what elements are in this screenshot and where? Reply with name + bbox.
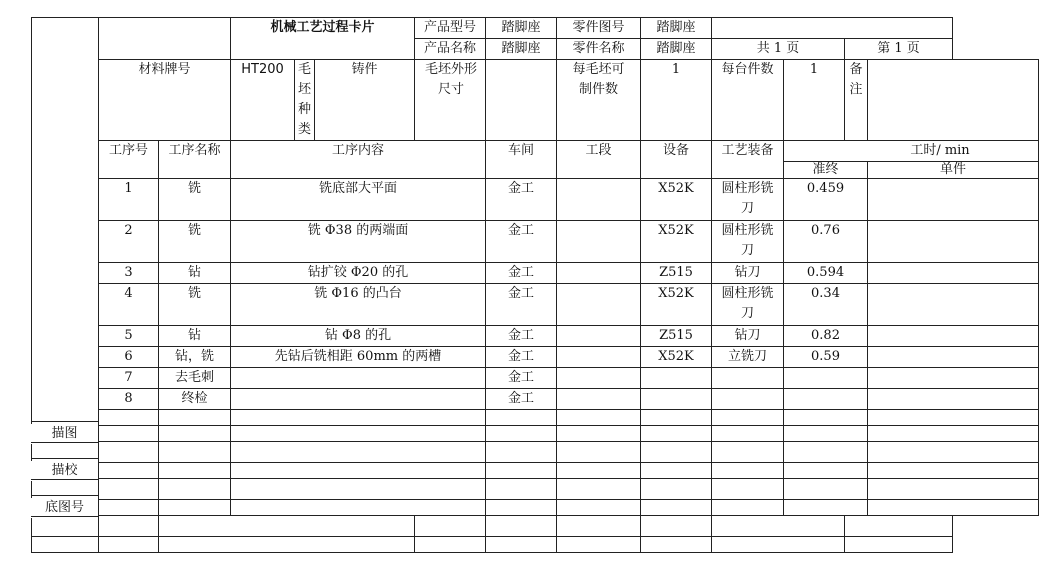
op-section bbox=[557, 347, 641, 368]
op-equipment: Z515 bbox=[641, 263, 712, 284]
op-name: 铣 bbox=[159, 221, 231, 263]
op-name: 终检 bbox=[159, 389, 231, 410]
op-prep-time: 0.459 bbox=[784, 179, 868, 221]
op-unit-time bbox=[868, 179, 1039, 221]
op-equipment: Z515 bbox=[641, 326, 712, 347]
col-time-header: 工时/ min bbox=[784, 141, 1039, 162]
product-model-label: 产品型号 bbox=[415, 18, 486, 39]
op-section bbox=[557, 326, 641, 347]
side-divider bbox=[31, 442, 98, 443]
op-prep-time: 0.82 bbox=[784, 326, 868, 347]
op-no: 5 bbox=[99, 326, 159, 347]
table-row bbox=[32, 368, 1039, 389]
op-prep-time bbox=[784, 389, 868, 410]
page-number: 第 1 页 bbox=[845, 39, 953, 60]
op-content: 铣底部大平面 bbox=[231, 179, 486, 221]
side-label-trace: 描图 bbox=[31, 424, 98, 444]
col-op-name: 工序名称 bbox=[159, 141, 231, 179]
op-prep-time: 0.59 bbox=[784, 347, 868, 368]
op-prep-time: 0.76 bbox=[784, 221, 868, 263]
op-name: 铣 bbox=[159, 179, 231, 221]
op-workshop: 金工 bbox=[486, 368, 557, 389]
op-no: 1 bbox=[99, 179, 159, 221]
blank-row bbox=[32, 500, 1039, 516]
op-section bbox=[557, 263, 641, 284]
product-name-value: 踏脚座 bbox=[486, 39, 557, 60]
op-prep-time bbox=[784, 368, 868, 389]
remark-label: 备注 bbox=[845, 60, 868, 141]
table-row bbox=[32, 347, 1039, 368]
side-divider bbox=[31, 458, 98, 459]
op-name: 钻 bbox=[159, 263, 231, 284]
op-tooling: 钻刀 bbox=[712, 263, 784, 284]
part-name-value: 踏脚座 bbox=[641, 39, 712, 60]
part-drawing-label: 零件图号 bbox=[557, 18, 641, 39]
blank-row bbox=[32, 516, 1039, 537]
op-workshop: 金工 bbox=[486, 179, 557, 221]
op-workshop: 金工 bbox=[486, 284, 557, 326]
blank-type-value: 铸件 bbox=[315, 60, 415, 141]
table-row bbox=[32, 179, 1039, 221]
op-equipment: X52K bbox=[641, 221, 712, 263]
column-header-row bbox=[32, 141, 1039, 162]
side-divider bbox=[31, 495, 98, 496]
op-content: 铣 Φ38 的两端面 bbox=[231, 221, 486, 263]
blank-row bbox=[32, 410, 1039, 426]
product-model-value: 踏脚座 bbox=[486, 18, 557, 39]
op-unit-time bbox=[868, 389, 1039, 410]
op-no: 6 bbox=[99, 347, 159, 368]
op-unit-time bbox=[868, 326, 1039, 347]
op-workshop: 金工 bbox=[486, 389, 557, 410]
table-row bbox=[32, 284, 1039, 326]
op-unit-time bbox=[868, 221, 1039, 263]
remark-value bbox=[868, 60, 1039, 141]
col-op-no: 工序号 bbox=[99, 141, 159, 179]
blank-row bbox=[32, 479, 1039, 500]
op-unit-time bbox=[868, 368, 1039, 389]
material-grade-value: HT200 bbox=[231, 60, 295, 141]
op-no: 8 bbox=[99, 389, 159, 410]
header-blank-right bbox=[712, 18, 953, 39]
op-no: 4 bbox=[99, 284, 159, 326]
col-workshop: 车间 bbox=[486, 141, 557, 179]
side-label-base-drawing-no: 底图号 bbox=[31, 498, 98, 518]
op-tooling bbox=[712, 368, 784, 389]
op-equipment: X52K bbox=[641, 347, 712, 368]
op-unit-time bbox=[868, 347, 1039, 368]
op-unit-time bbox=[868, 284, 1039, 326]
material-grade-label: 材料牌号 bbox=[99, 60, 231, 141]
op-workshop: 金工 bbox=[486, 221, 557, 263]
op-unit-time bbox=[868, 263, 1039, 284]
op-prep-time: 0.594 bbox=[784, 263, 868, 284]
op-tooling: 圆柱形铣刀 bbox=[712, 221, 784, 263]
op-tooling: 钻刀 bbox=[712, 326, 784, 347]
op-name: 钻 bbox=[159, 326, 231, 347]
op-equipment bbox=[641, 368, 712, 389]
col-equipment: 设备 bbox=[641, 141, 712, 179]
table-row bbox=[32, 263, 1039, 284]
table-row bbox=[32, 326, 1039, 347]
blank-size-value bbox=[486, 60, 557, 141]
card-title: 机械工艺过程卡片 bbox=[231, 18, 415, 60]
op-workshop: 金工 bbox=[486, 347, 557, 368]
header-blank-cell bbox=[99, 18, 231, 60]
blank-row bbox=[32, 426, 1039, 442]
op-content bbox=[231, 368, 486, 389]
op-prep-time: 0.34 bbox=[784, 284, 868, 326]
col-section: 工段 bbox=[557, 141, 641, 179]
blank-row bbox=[32, 463, 1039, 479]
col-op-content: 工序内容 bbox=[231, 141, 486, 179]
op-workshop: 金工 bbox=[486, 326, 557, 347]
op-no: 7 bbox=[99, 368, 159, 389]
process-card-table bbox=[31, 17, 1039, 553]
per-unit-label: 每台件数 bbox=[712, 60, 784, 141]
part-drawing-value: 踏脚座 bbox=[641, 18, 712, 39]
blank-row bbox=[32, 442, 1039, 463]
header-row-1 bbox=[32, 18, 1039, 39]
op-section bbox=[557, 284, 641, 326]
side-divider bbox=[31, 421, 98, 422]
op-tooling: 立铣刀 bbox=[712, 347, 784, 368]
blank-row bbox=[32, 537, 1039, 553]
side-divider bbox=[31, 516, 98, 517]
op-content: 铣 Φ16 的凸台 bbox=[231, 284, 486, 326]
op-workshop: 金工 bbox=[486, 263, 557, 284]
op-equipment bbox=[641, 389, 712, 410]
table-row bbox=[32, 221, 1039, 263]
material-row bbox=[32, 60, 1039, 141]
col-tooling: 工艺装备 bbox=[712, 141, 784, 179]
op-tooling: 圆柱形铣刀 bbox=[712, 284, 784, 326]
op-no: 2 bbox=[99, 221, 159, 263]
part-name-label: 零件名称 bbox=[557, 39, 641, 60]
total-pages: 共 1 页 bbox=[712, 39, 845, 60]
op-section bbox=[557, 179, 641, 221]
op-tooling: 圆柱形铣刀 bbox=[712, 179, 784, 221]
op-name: 铣 bbox=[159, 284, 231, 326]
op-equipment: X52K bbox=[641, 284, 712, 326]
op-name: 钻，铣 bbox=[159, 347, 231, 368]
op-section bbox=[557, 221, 641, 263]
op-section bbox=[557, 389, 641, 410]
op-section bbox=[557, 368, 641, 389]
side-label-trace-check: 描校 bbox=[31, 461, 98, 481]
per-blank-label: 每毛坯可制件数 bbox=[557, 60, 641, 141]
op-equipment: X52K bbox=[641, 179, 712, 221]
op-no: 3 bbox=[99, 263, 159, 284]
op-tooling bbox=[712, 389, 784, 410]
per-unit-value: 1 bbox=[784, 60, 845, 141]
op-content bbox=[231, 389, 486, 410]
col-per-piece: 单件 bbox=[868, 162, 1039, 179]
op-content: 钻扩铰 Φ20 的孔 bbox=[231, 263, 486, 284]
op-content: 钻 Φ8 的孔 bbox=[231, 326, 486, 347]
blank-type-label: 毛坯种类 bbox=[295, 60, 315, 141]
op-name: 去毛刺 bbox=[159, 368, 231, 389]
side-divider bbox=[31, 479, 98, 480]
col-prep-final: 准终 bbox=[784, 162, 868, 179]
blank-size-label: 毛坯外形尺寸 bbox=[415, 60, 486, 141]
product-name-label: 产品名称 bbox=[415, 39, 486, 60]
per-blank-value: 1 bbox=[641, 60, 712, 141]
op-content: 先钻后铣相距 60mm 的两槽 bbox=[231, 347, 486, 368]
table-row bbox=[32, 389, 1039, 410]
